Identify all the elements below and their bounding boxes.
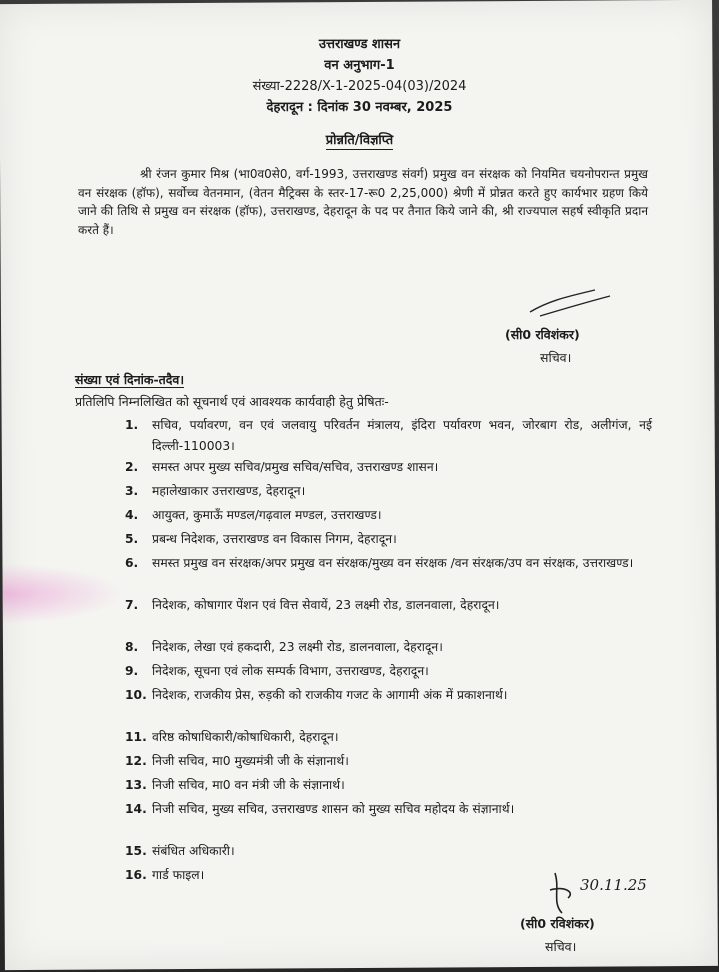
item-text: समस्त प्रमुख वन संरक्षक/अपर प्रमुख वन संरक्षक/मुख्य वन संरक्षक /वन संरक्षक/उप वन संरक्षक, उत्तराखण्ड। <box>152 556 634 570</box>
item-number: 12. <box>125 754 147 768</box>
subject-heading <box>0 130 719 148</box>
item-number: 16. <box>125 868 147 882</box>
header-section: वन अनुभाग-1 <box>324 58 395 73</box>
signatory-title-1: सचिव। <box>540 350 572 365</box>
item-text: वरिष्ठ कोषाधिकारी/कोषाधिकारी, देहरादून। <box>152 730 339 744</box>
item-number: 5. <box>125 532 139 546</box>
item-text: निजी सचिव, मुख्य सचिव, उत्तराखण्ड शासन को मुख्य सचिव महोदय के संज्ञानार्थ। <box>152 802 515 816</box>
item-text: प्रबन्ध निदेशक, उत्तराखण्ड वन विकास निगम, देहरादून। <box>152 532 397 546</box>
copy-to-line: प्रतिलिपि निम्नलिखित को सूचनार्थ एवं आवश्यक कार्यवाही हेतु प्रेषितः- <box>75 394 389 409</box>
reference-line <box>75 371 184 388</box>
signature-scribble-1 <box>470 282 620 332</box>
item-text: सचिव, पर्यावरण, वन एवं जलवायु परिवर्तन मंत्रालय, इंदिरा पर्यावरण भवन, जोरबाग रोड, अलीगंज, नई दिल्ली-110003। <box>152 418 652 453</box>
item-number: 4. <box>125 508 139 522</box>
item-text: निदेशक, कोषागार पेंशन एवं वित्त सेवायें, 23 लक्ष्मी रोड, डालनवाला, देहरादून। <box>152 598 500 612</box>
item-text: आयुक्त, कुमाऊँ मण्डल/गढ़वाल मण्डल, उत्तराखण्ड। <box>152 508 382 522</box>
item-number: 11. <box>125 730 147 744</box>
header-government: उत्तराखण्ड शासन <box>318 37 401 52</box>
item-number: 14. <box>125 802 147 816</box>
header-number: संख्या-2228/X-1-2025-04(03)/2024 <box>252 79 467 94</box>
item-number: 10. <box>125 688 147 702</box>
item-number: 13. <box>125 778 147 792</box>
signatory-name-1: (सी0 रविशंकर) <box>505 327 580 342</box>
item-number: 2. <box>125 460 139 474</box>
reference-text: संख्या एवं दिनांक-तदैव। <box>75 372 185 387</box>
subject-text: प्रोन्नति/विज्ञप्ति <box>325 133 394 148</box>
item-text: निदेशक, राजकीय प्रेस, रुड़की को राजकीय गजट के आगामी अंक में प्रकाशनार्थ। <box>152 688 508 702</box>
item-number: 3. <box>125 484 139 498</box>
item-number: 1. <box>125 418 139 432</box>
body-paragraph: श्री रंजन कुमार मिश्र (भा0व0से0, वर्ग-1993, उत्तराखण्ड संवर्ग) प्रमुख वन संरक्षक को नियमित चयनोपरान्त प्रमुख वन संरक्षक (हॉफ), सर्वोच्च वेतनमान, (वेतन मैट्रिक्स के स्तर-17-रू0 2,25,000) श्रेणी में प्रोन्नत करते हुए कार्यभार ग्रहण किये जाने की तिथि से प्रमुख वन संरक्षक (हॉफ), उत्तराखण्ड, देहरादून के पद पर तैनात किये जाने की, श्री राज्यपाल सहर्ष स्वीकृति प्रदान करते हैं। <box>78 167 648 237</box>
signatory-title-2: सचिव। <box>545 939 577 954</box>
item-number: 9. <box>125 664 139 678</box>
item-text: निदेशक, सूचना एवं लोक सम्पर्क विभाग, उत्तराखण्ड, देहरादून। <box>152 664 429 678</box>
item-text: महालेखाकार उत्तराखण्ड, देहरादून। <box>152 484 306 498</box>
item-text: संबंधित अधिकारी। <box>152 844 235 858</box>
item-text: समस्त अपर मुख्य सचिव/प्रमुख सचिव/सचिव, उत्तराखण्ड शासन। <box>152 460 439 474</box>
item-number: 6. <box>125 556 139 570</box>
item-number: 8. <box>125 640 139 654</box>
signature-date: 30.11.25 <box>580 876 647 894</box>
signatory-name-2: (सी0 रविशंकर) <box>520 916 595 931</box>
item-number: 15. <box>125 844 147 858</box>
item-text: निजी सचिव, मा0 मुख्यमंत्री जी के संज्ञानार्थ। <box>152 754 349 768</box>
item-text: निदेशक, लेखा एवं हकदारी, 23 लक्ष्मी रोड, डालनवाला, देहरादून। <box>152 640 443 654</box>
pink-smudge <box>2 563 122 624</box>
header-date: देहरादून : दिनांक 30 नवम्बर, 2025 <box>266 100 453 115</box>
item-number: 7. <box>125 598 139 612</box>
item-text: निजी सचिव, मा0 वन मंत्री जी के संज्ञानार्थ। <box>152 778 345 792</box>
item-text: गार्ड फाइल। <box>152 868 205 882</box>
